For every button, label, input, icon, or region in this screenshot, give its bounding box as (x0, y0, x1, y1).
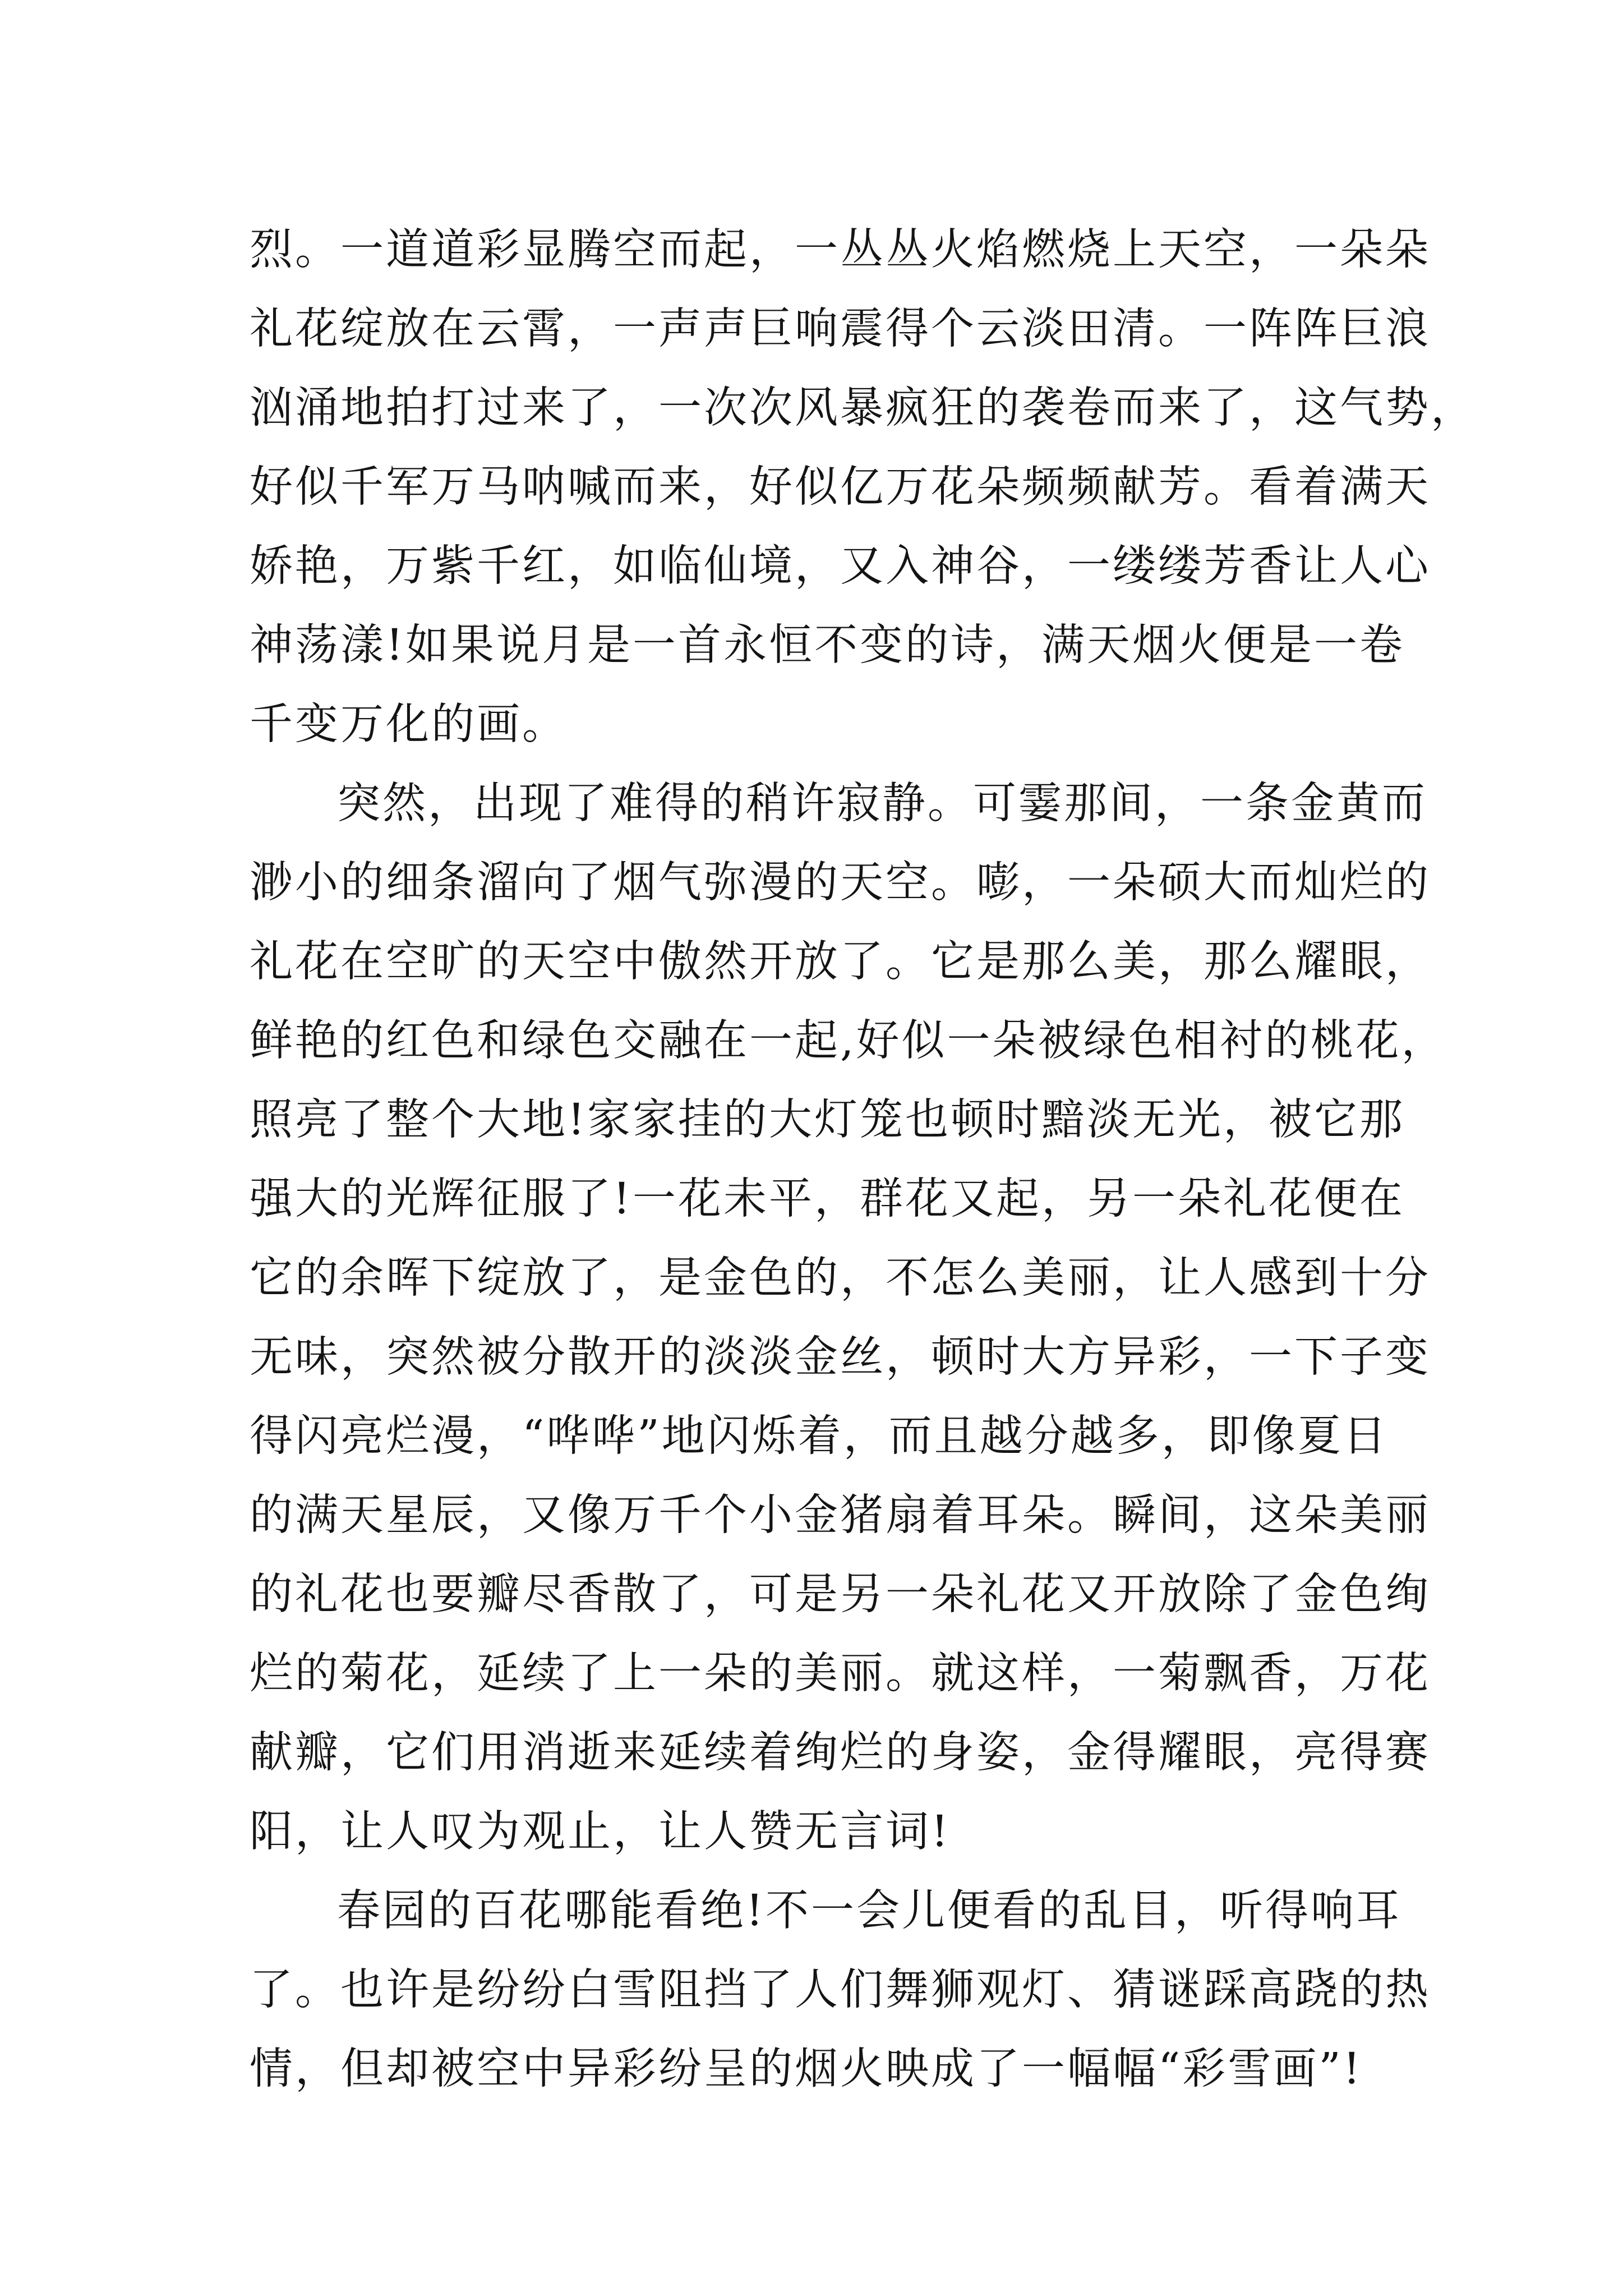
paragraph-2 (250, 764, 1447, 1871)
text-line: 春园的百花哪能看绝!不一会儿便看的乱目，听得响耳 (337, 1886, 1401, 1936)
text-line: 鲜艳的红色和绿色交融在一起,好似一朵被绿色相衬的桃花， (250, 1016, 1447, 1066)
text-line: 娇艳，万紫千红，如临仙境，又入神谷，一缕缕芳香让人心 (250, 541, 1431, 591)
text-line: 照亮了整个大地!家家挂的大灯笼也顿时黯淡无光，被它那 (250, 1095, 1405, 1145)
text-line: 千变万化的画。 (250, 700, 568, 749)
text-line: 情，但却被空中异彩纷呈的烟火映成了一幅幅“彩雪画”! (250, 2044, 1363, 2094)
text-line: 的满天星辰，又像万千个小金猪扇着耳朵。瞬间，这朵美丽 (250, 1490, 1431, 1540)
text-line: 好似千军万马呐喊而来，好似亿万花朵频频献芳。看着满天 (250, 462, 1431, 512)
paragraph-3 (250, 1871, 1431, 2109)
text-line: 它的余晖下绽放了，是金色的，不怎么美丽，让人感到十分 (250, 1253, 1431, 1303)
text-line: 得闪亮烂漫，“哗哗”地闪烁着，而且越分越多，即像夏日 (250, 1411, 1389, 1461)
text-line: 礼花在空旷的天空中傲然开放了。它是那么美，那么耀眼， (250, 937, 1431, 987)
text-line: 突然，出现了难得的稍许寂静。可霎那间，一条金黄而 (337, 779, 1427, 829)
text-line: 无味，突然被分散开的淡淡金丝，顿时大方异彩，一下子变 (250, 1332, 1431, 1382)
text-line: 汹涌地拍打过来了，一次次风暴疯狂的袭卷而来了，这气势， (250, 383, 1476, 433)
text-line: 献瓣，它们用消逝来延续着绚烂的身姿，金得耀眼，亮得赛 (250, 1728, 1431, 1778)
paragraph-1 (250, 210, 1476, 764)
text-line: 了。也许是纷纷白雪阻挡了人们舞狮观灯、猜谜踩高跷的热 (250, 1965, 1431, 2015)
text-line: 烈。一道道彩显腾空而起，一丛丛火焰燃烧上天空，一朵朵 (250, 225, 1431, 275)
text-line: 烂的菊花，延续了上一朵的美丽。就这样，一菊飘香，万花 (250, 1649, 1431, 1699)
text-line: 强大的光辉征服了!一花未平，群花又起，另一朵礼花便在 (250, 1174, 1405, 1224)
body-text (250, 210, 1476, 2109)
text-line: 神荡漾!如果说月是一首永恒不变的诗，满天烟火便是一卷 (250, 620, 1405, 670)
text-line: 的礼花也要瓣尽香散了，可是另一朵礼花又开放除了金色绚 (250, 1570, 1431, 1619)
text-line: 礼花绽放在云霄，一声声巨响震得个云淡田清。一阵阵巨浪 (250, 304, 1431, 354)
text-line: 阳，让人叹为观止，让人赞无言词! (250, 1807, 951, 1857)
text-line: 渺小的细条溜向了烟气弥漫的天空。嘭，一朵硕大而灿烂的 (250, 858, 1431, 908)
